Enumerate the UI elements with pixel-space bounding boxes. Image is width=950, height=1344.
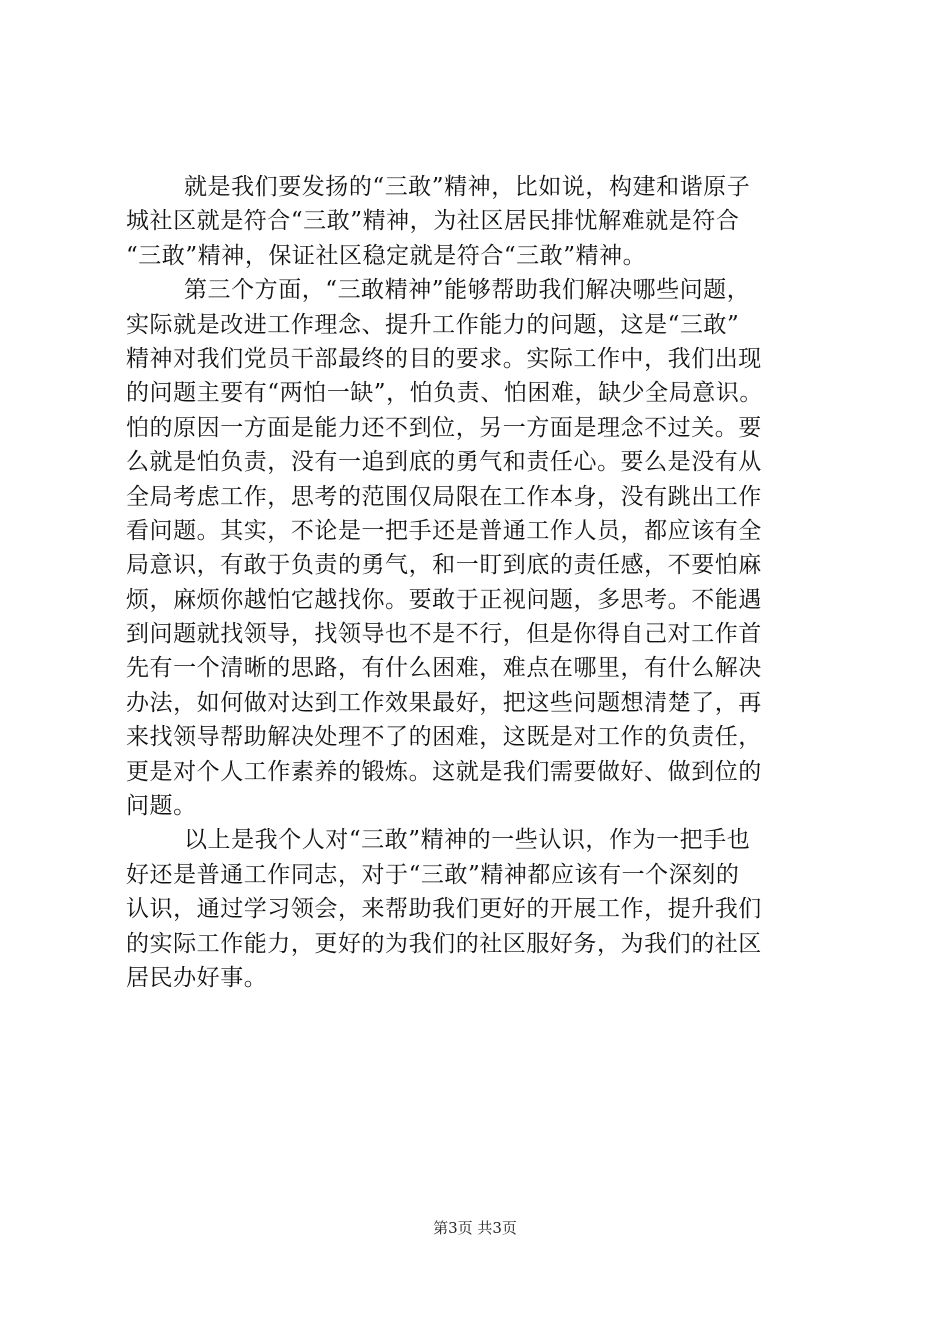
page-footer: 第3页 共3页 xyxy=(433,1219,517,1237)
text-line: 怕的原因一方面是能力还不到位，另一方面是理念不过关。要 xyxy=(126,414,762,441)
text-line: 看问题。其实，不论是一把手还是普通工作人员，都应该有全 xyxy=(126,517,762,544)
text-line: 精神对我们党员干部最终的目的要求。实际工作中，我们出现 xyxy=(126,345,762,372)
body-text xyxy=(126,170,832,995)
text-line: 城社区就是符合“三敢”精神，为社区居民排忧解难就是符合 xyxy=(126,208,740,235)
text-line: 的问题主要有“两怕一缺”，怕负责、怕困难，缺少全局意识。 xyxy=(126,380,763,407)
text-line: 实际就是改进工作理念、提升工作能力的问题，这是“三敢” xyxy=(126,311,740,338)
text-line: “三敢”精神，保证社区稳定就是符合“三敢”精神。 xyxy=(126,242,647,269)
text-line: 到问题就找领导，找领导也不是不行，但是你得自己对工作首 xyxy=(126,621,762,648)
paragraph-3 xyxy=(126,823,832,995)
text-line: 全局考虑工作，思考的范围仅局限在工作本身，没有跳出工作 xyxy=(126,483,762,510)
text-line: 烦，麻烦你越怕它越找你。要敢于正视问题，多思考。不能遇 xyxy=(126,586,762,613)
text-line: 先有一个清晰的思路，有什么困难，难点在哪里，有什么解决 xyxy=(126,655,762,682)
paragraph-1 xyxy=(126,170,832,273)
text-line: 办法，如何做对达到工作效果最好，把这些问题想清楚了，再 xyxy=(126,689,762,716)
text-line: 居民办好事。 xyxy=(126,964,268,991)
text-line: 第三个方面，“三敢精神”能够帮助我们解决哪些问题， xyxy=(184,277,751,304)
paragraph-2 xyxy=(126,273,832,823)
text-line: 问题。 xyxy=(126,793,197,820)
text-line: 以上是我个人对“三敢”精神的一些认识，作为一把手也 xyxy=(184,827,751,854)
text-line: 认识，通过学习领会，来帮助我们更好的开展工作，提升我们 xyxy=(126,896,762,923)
text-line: 来找领导帮助解决处理不了的困难，这既是对工作的负责任， xyxy=(126,724,762,751)
text-line: 局意识，有敢于负责的勇气，和一盯到底的责任感，不要怕麻 xyxy=(126,552,762,579)
text-line: 更是对个人工作素养的锻炼。这就是我们需要做好、做到位的 xyxy=(126,758,762,785)
text-line: 的实际工作能力，更好的为我们的社区服好务，为我们的社区 xyxy=(126,930,762,957)
text-line: 好还是普通工作同志，对于“三敢”精神都应该有一个深刻的 xyxy=(126,861,740,888)
text-line: 么就是怕负责，没有一追到底的勇气和责任心。要么是没有从 xyxy=(126,449,762,476)
text-line: 就是我们要发扬的“三敢”精神，比如说，构建和谐原子 xyxy=(184,174,751,200)
